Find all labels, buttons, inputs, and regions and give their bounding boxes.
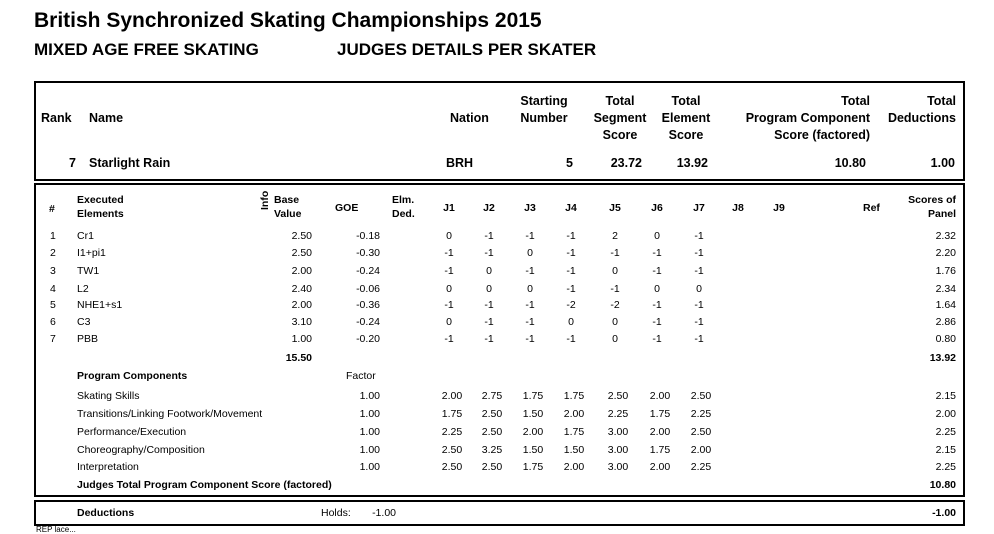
element-judge-score: -1 [484,333,494,345]
element-goe: -0.30 [356,247,380,259]
element-judge-score: 0 [612,265,618,277]
component-judge-score: 2.00 [690,444,712,456]
skater-starting-number: 5 [566,156,573,170]
scores-header: Scores of Panel [908,194,956,220]
page-title: British Synchronized Skating Championships 2015 [34,9,542,32]
element-number: 3 [50,265,56,277]
skater-tss: 23.72 [610,156,642,170]
name-header: Name [89,111,124,125]
component-judge-score: 2.00 [441,390,463,402]
element-name: C3 [77,316,91,328]
element-goe: -0.20 [356,333,380,345]
element-judge-score: -1 [444,265,454,277]
element-judge-score: 0 [527,283,533,295]
element-judge-score: 0 [654,283,660,295]
element-number: 6 [50,316,56,328]
element-judge-score: 0 [696,283,702,295]
element-base-value: 2.00 [291,265,312,277]
footnote: REP lace... [36,525,76,534]
component-judge-score: 2.50 [607,390,629,402]
element-judge-score: -1 [652,299,662,311]
element-name: L2 [77,283,89,295]
component-judge-score: 2.00 [649,390,671,402]
component-judge-score: 3.25 [481,444,503,456]
component-judge-score: 2.50 [441,444,463,456]
element-base-value: 2.00 [291,299,312,311]
component-factor: 1.00 [359,408,380,420]
element-judge-score: 0 [612,316,618,328]
element-judge-score: -1 [694,265,704,277]
judge-header: J6 [651,202,663,214]
component-judge-score: 1.75 [649,444,671,456]
segment-title: MIXED AGE FREE SKATING [34,40,259,59]
element-judge-score: 0 [527,247,533,259]
component-judge-score: 2.50 [481,461,503,473]
component-judge-score: 3.00 [607,426,629,438]
element-judge-score: -1 [484,230,494,242]
element-judge-score: -1 [652,265,662,277]
element-judge-score: -1 [652,333,662,345]
component-judge-score: 1.50 [522,408,544,420]
element-judge-score: -2 [610,299,620,311]
component-judge-score: 3.00 [607,444,629,456]
holds-label: Holds: [321,507,351,519]
element-judge-score: -1 [566,283,576,295]
info-header: Info [259,190,271,210]
component-factor: 1.00 [359,426,380,438]
judge-header: J2 [483,202,495,214]
element-panel-score: 0.80 [935,333,956,345]
element-judge-score: -1 [525,230,535,242]
component-panel-score: 2.15 [935,444,956,456]
element-judge-score: -1 [652,316,662,328]
judge-header: J9 [773,202,785,214]
element-number: 4 [50,283,56,295]
element-goe: -0.24 [356,265,380,277]
element-name: TW1 [77,265,100,277]
component-panel-score: 2.15 [935,390,956,402]
element-judge-score: -1 [694,230,704,242]
element-judge-score: -1 [610,283,620,295]
element-goe: -0.36 [356,299,380,311]
component-judge-score: 1.75 [441,408,463,420]
element-panel-score: 1.64 [935,299,956,311]
element-panel-score: 2.32 [935,230,956,242]
component-judge-score: 2.00 [649,426,671,438]
element-panel-score: 2.20 [935,247,956,259]
element-judge-score: 0 [486,283,492,295]
element-base-value: 2.50 [291,247,312,259]
element-panel-score: 2.34 [935,283,956,295]
deductions-label: Deductions [77,507,135,519]
element-name: NHE1+s1 [77,299,123,311]
component-name: Skating Skills [77,390,140,402]
pc-total-label: Judges Total Program Component Score (factored) [77,479,332,491]
component-factor: 1.00 [359,444,380,456]
element-judge-score: 2 [612,230,618,242]
factor-header: Factor [346,370,376,382]
ref-header: Ref [863,202,880,214]
component-judge-score: 2.50 [481,426,503,438]
judge-header: J3 [524,202,536,214]
component-name: Transitions/Linking Footwork/Movement [77,408,263,420]
component-judge-score: 2.75 [481,390,503,402]
element-name: I1+pi1 [77,247,106,259]
skater-nation: BRH [446,156,474,170]
element-judge-score: 0 [568,316,574,328]
component-judge-score: 2.00 [522,426,544,438]
element-judge-score: -1 [566,247,576,259]
element-judge-score: -1 [694,299,704,311]
pc-header: Program Components [77,370,188,382]
element-judge-score: -1 [694,333,704,345]
element-judge-score: 0 [446,230,452,242]
element-judge-score: -1 [444,299,454,311]
component-judge-score: 2.00 [649,461,671,473]
component-judge-score: 2.00 [563,408,585,420]
component-judge-score: 1.75 [563,426,585,438]
element-judge-score: 0 [486,265,492,277]
component-judge-score: 1.75 [522,390,544,402]
tes-header: Total Element Score [661,94,711,142]
component-factor: 1.00 [359,390,380,402]
component-factor: 1.00 [359,461,380,473]
component-judge-score: 2.25 [607,408,629,420]
elm-ded-header: Elm. Ded. [392,194,415,220]
component-name: Choreography/Composition [77,444,205,456]
element-judge-score: -1 [566,230,576,242]
component-judge-score: 2.50 [690,390,712,402]
skater-name: Starlight Rain [89,156,171,170]
component-judge-score: 2.25 [690,461,712,473]
component-judge-score: 3.00 [607,461,629,473]
report-title: JUDGES DETAILS PER SKATER [337,40,597,59]
judge-header: J7 [693,202,705,214]
element-base-value: 1.00 [291,333,312,345]
component-judge-score: 2.50 [441,461,463,473]
component-judge-score: 2.50 [481,408,503,420]
component-judge-score: 2.25 [441,426,463,438]
element-judge-score: 0 [612,333,618,345]
deductions-total: -1.00 [932,507,956,519]
component-panel-score: 2.00 [935,408,956,420]
element-judge-score: -1 [566,265,576,277]
num-header: # [49,203,55,215]
component-judge-score: 1.50 [563,444,585,456]
component-panel-score: 2.25 [935,461,956,473]
element-judge-score: -1 [484,247,494,259]
element-judge-score: -1 [484,316,494,328]
judge-header: J5 [609,202,621,214]
element-judge-score: -1 [652,247,662,259]
component-panel-score: 2.25 [935,426,956,438]
pc-total: 10.80 [929,479,956,491]
element-judge-score: -1 [694,247,704,259]
component-name: Interpretation [77,461,139,473]
deductions-header: Total Deductions [887,94,956,125]
component-judge-score: 1.75 [649,408,671,420]
element-name: PBB [77,333,99,345]
element-judge-score: -1 [525,299,535,311]
element-judge-score: -1 [610,247,620,259]
element-judge-score: 0 [446,283,452,295]
element-number: 7 [50,333,56,345]
pcs-header: Total Program Component Score (factored) [745,94,870,142]
component-name: Performance/Execution [77,426,187,438]
holds-value: -1.00 [372,507,396,519]
base-header: Base Value [274,194,302,220]
element-goe: -0.24 [356,316,380,328]
goe-header: GOE [335,202,359,214]
tss-header: Total Segment Score [593,94,647,142]
element-judge-score: -1 [444,333,454,345]
element-panel-score: 2.86 [935,316,956,328]
component-judge-score: 1.50 [522,444,544,456]
element-base-value: 2.40 [291,283,312,295]
component-judge-score: 2.50 [690,426,712,438]
executed-header: Executed Elements [77,194,124,220]
element-base-value: 3.10 [291,316,312,328]
element-judge-score: -2 [566,299,576,311]
element-judge-score: -1 [444,247,454,259]
element-number: 5 [50,299,56,311]
element-base-value: 2.50 [291,230,312,242]
component-judge-score: 1.75 [563,390,585,402]
element-judge-score: 0 [446,316,452,328]
element-judge-score: 0 [654,230,660,242]
component-judge-score: 2.00 [563,461,585,473]
element-goe: -0.18 [356,230,380,242]
element-judge-score: -1 [484,299,494,311]
judge-header: J1 [443,202,455,214]
skater-pcs: 10.80 [834,156,866,170]
skater-deductions: 1.00 [930,156,955,170]
element-judge-score: -1 [566,333,576,345]
skater-tes: 13.92 [676,156,708,170]
element-number: 2 [50,247,56,259]
element-goe: -0.06 [356,283,380,295]
judge-header: J4 [565,202,577,214]
element-judge-score: -1 [694,316,704,328]
component-judge-score: 2.25 [690,408,712,420]
element-judge-score: -1 [525,333,535,345]
elements-total: 13.92 [929,352,956,364]
component-judge-score: 1.75 [522,461,544,473]
element-number: 1 [50,230,56,242]
starting-number-header: Starting Number [520,94,568,125]
rank-header: Rank [41,111,72,125]
element-judge-score: -1 [525,265,535,277]
element-judge-score: -1 [525,316,535,328]
deductions-box [34,500,965,526]
judge-header: J8 [732,202,744,214]
nation-header: Nation [450,111,489,125]
base-total: 15.50 [285,352,312,364]
element-name: Cr1 [77,230,94,242]
element-panel-score: 1.76 [935,265,956,277]
skater-rank: 7 [69,156,76,170]
